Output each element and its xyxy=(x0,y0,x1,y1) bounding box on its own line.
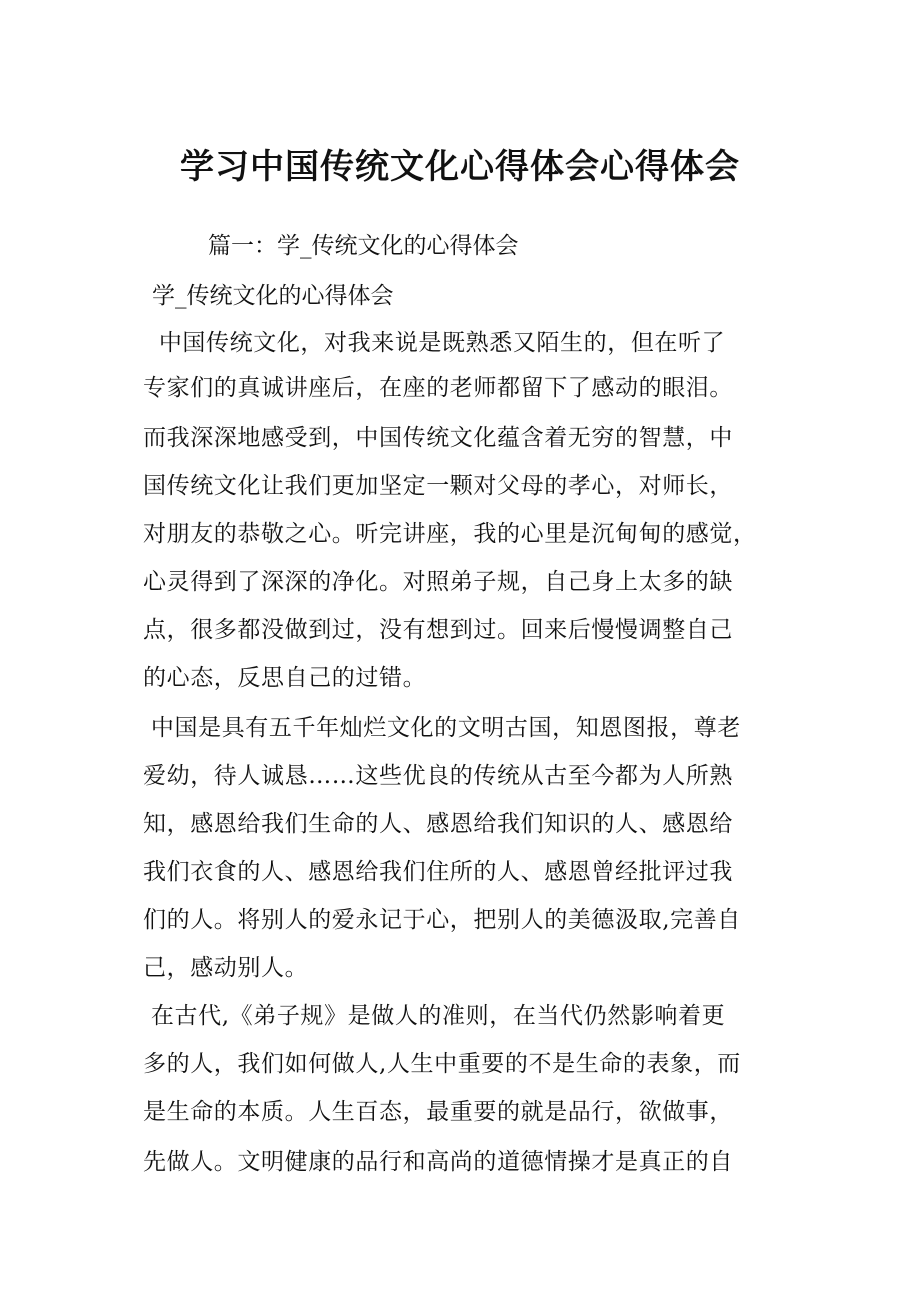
body-line: 心灵得到了深深的净化。对照弟子规，自己身上太多的缺 xyxy=(143,569,733,595)
body-line: 们的人。将别人的爱永记于心，把别人的美德汲取,完善自 xyxy=(143,907,741,933)
sub-heading: 学_传统文化的心得体会 xyxy=(152,283,394,309)
body-line: 对朋友的恭敬之心。听完讲座，我的心里是沉甸甸的感觉， xyxy=(143,521,757,547)
body-line: 中国传统文化，对我来说是既熟悉又陌生的，但在听了 xyxy=(143,330,726,356)
body-line: 国传统文化让我们更加坚定一颗对父母的孝心，对师长， xyxy=(143,473,733,499)
body-line: 的心态，反思自己的过错。 xyxy=(143,665,427,691)
body-line: 知，感恩给我们生命的人、感恩给我们知识的人、感恩给 xyxy=(143,811,733,837)
body-line: 我们衣食的人、感恩给我们住所的人、感恩曾经批评过我 xyxy=(143,859,733,885)
body-line: 点，很多都没做到过，没有想到过。回来后慢慢调整自己 xyxy=(143,617,733,643)
chapter-heading: 篇一：学_传统文化的心得体会 xyxy=(208,233,519,259)
body-line: 先做人。文明健康的品行和高尚的道德情操才是真正的自 xyxy=(143,1149,733,1175)
body-line: 而我深深地感受到，中国传统文化蕴含着无穷的智慧，中 xyxy=(143,425,733,451)
document-title: 学习中国传统文化心得体会心得体会 xyxy=(180,147,740,187)
body-line: 多的人，我们如何做人,人生中重要的不是生命的表象，而 xyxy=(143,1051,741,1077)
body-line: 爱幼，待人诚恳……这些优良的传统从古至今都为人所熟 xyxy=(143,763,733,789)
body-line: 中国是具有五千年灿烂文化的文明古国，知恩图报，尊老 xyxy=(143,715,741,741)
body-line: 是生命的本质。人生百态，最重要的就是品行，欲做事， xyxy=(143,1099,733,1125)
body-line: 专家们的真诚讲座后，在座的老师都留下了感动的眼泪。 xyxy=(143,375,733,401)
body-line: 己，感动别人。 xyxy=(143,955,309,981)
body-line: 在古代,《弟子规》是做人的准则，在当代仍然影响着更 xyxy=(143,1003,726,1029)
